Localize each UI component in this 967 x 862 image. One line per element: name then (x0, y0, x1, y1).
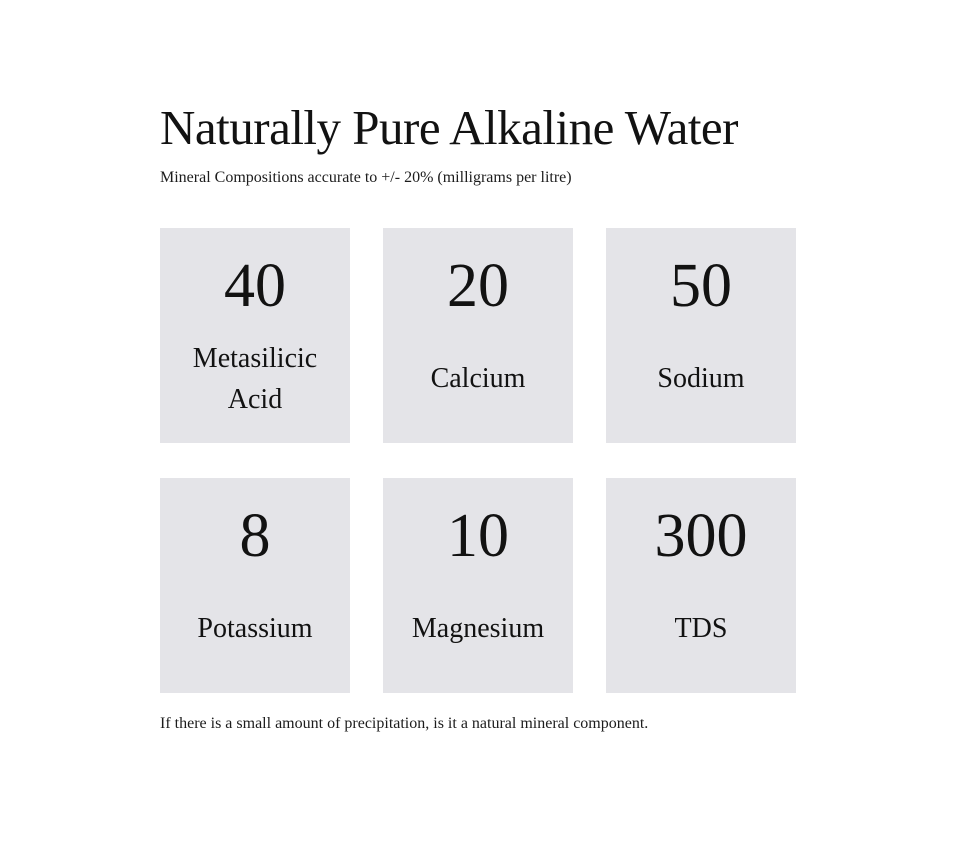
mineral-value: 40 (224, 252, 286, 321)
mineral-value: 50 (670, 252, 732, 321)
mineral-label: Calcium (430, 363, 526, 395)
mineral-value: 300 (654, 502, 748, 571)
mineral-label: Magnesium (411, 613, 545, 645)
mineral-card-sodium (606, 228, 796, 443)
page-subtitle: Mineral Compositions accurate to +/- 20% (milligrams per litre) (160, 169, 572, 187)
mineral-value: 8 (239, 502, 271, 571)
mineral-label-wrap (174, 326, 336, 434)
mineral-label-wrap (412, 576, 544, 684)
mineral-card-calcium (383, 228, 573, 443)
footnote: If there is a small amount of precipitation, is it a natural mineral component. (160, 715, 649, 733)
page-title: Naturally Pure Alkaline Water (160, 100, 738, 155)
mineral-card-potassium (160, 478, 350, 693)
mineral-value: 20 (447, 252, 509, 321)
mineral-label: Sodium (657, 363, 745, 395)
mineral-label-wrap (675, 576, 728, 684)
mineral-card-metasilicic-acid (160, 228, 350, 443)
mineral-value: 10 (447, 502, 509, 571)
mineral-card-tds (606, 478, 796, 693)
mineral-label-wrap (197, 576, 312, 684)
mineral-grid (160, 228, 796, 693)
mineral-label: Potassium (197, 613, 313, 645)
mineral-label: Metasilicic Acid (192, 343, 318, 415)
mineral-label: TDS (674, 613, 728, 645)
mineral-label-wrap (431, 326, 526, 434)
mineral-card-magnesium (383, 478, 573, 693)
mineral-label-wrap (657, 326, 744, 434)
